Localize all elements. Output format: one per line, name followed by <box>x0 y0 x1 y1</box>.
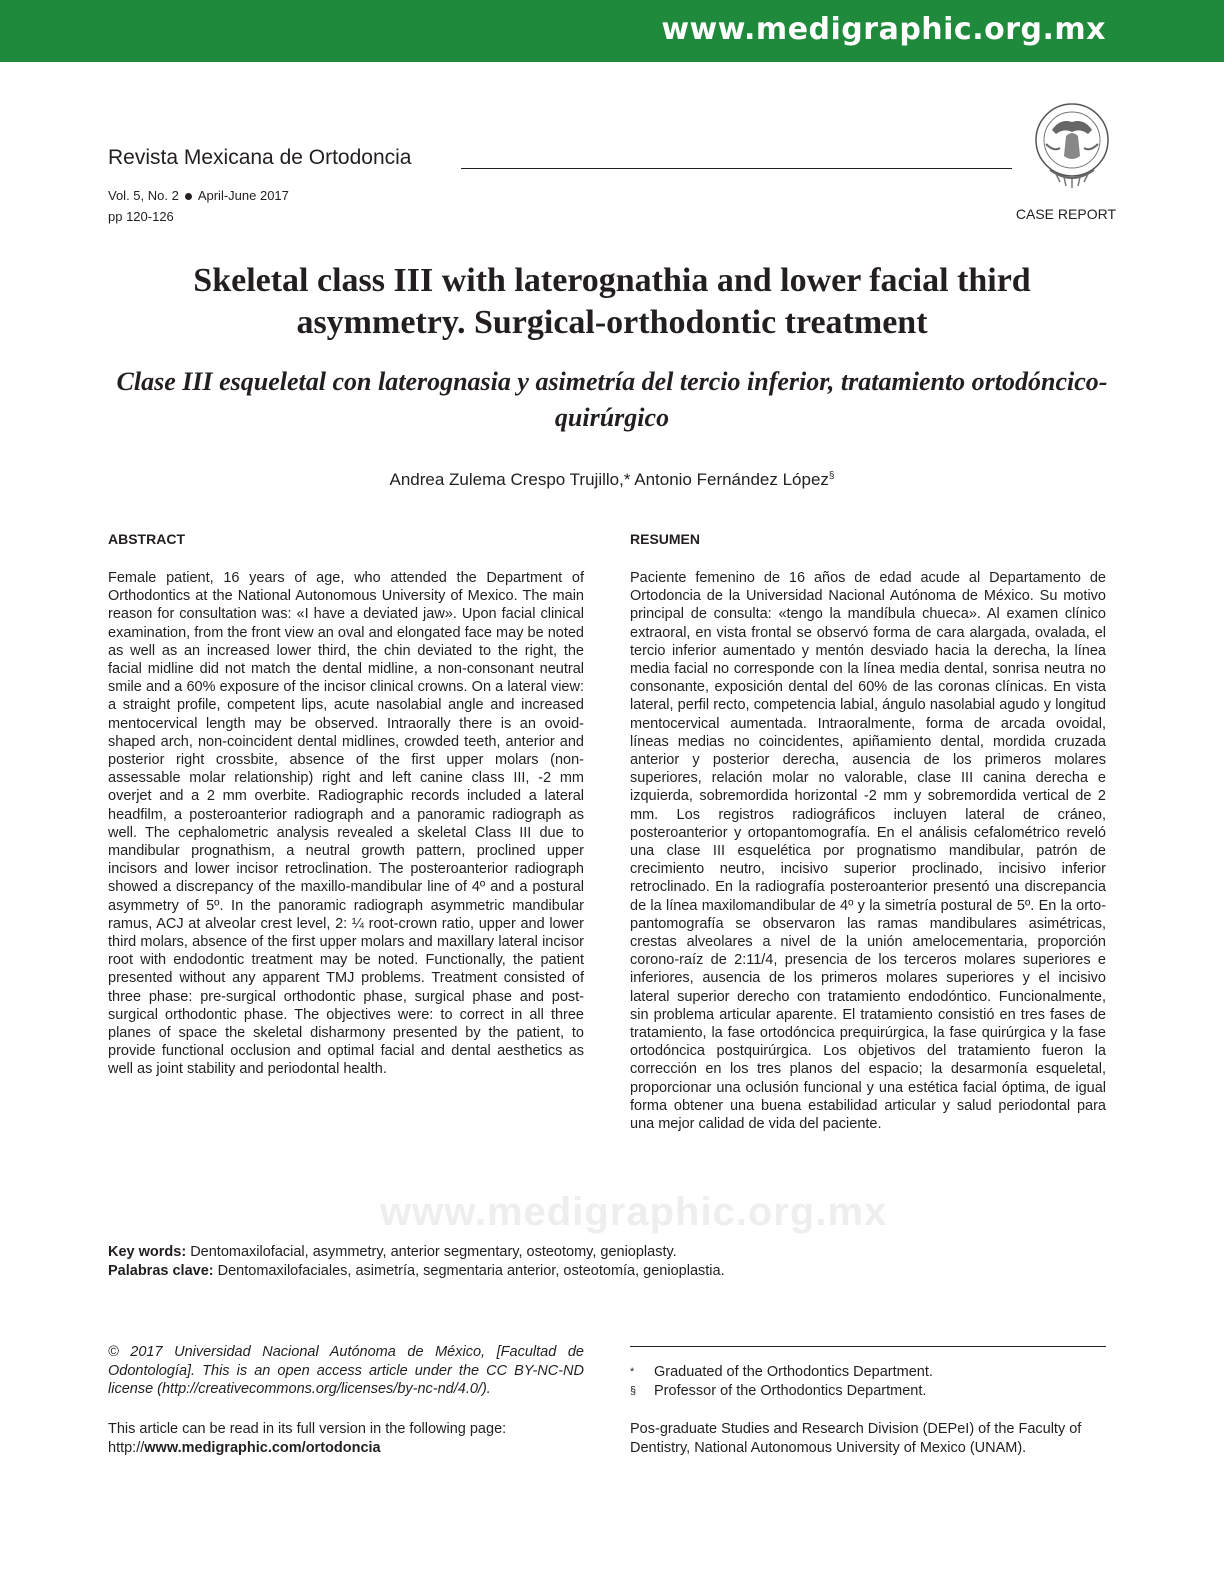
footnote-mark: § <box>630 1385 637 1397</box>
authors <box>110 470 1114 490</box>
issue-info <box>108 185 289 227</box>
article-title: Skeletal class III with laterognathia and lower facial third asymmetry. Surgical-orthodontic treatment <box>193 262 1031 341</box>
keywords-en: Dentomaxilofacial, asymmetry, anterior segmentary, osteotomy, genioplasty. <box>190 1244 677 1260</box>
author-names: Andrea Zulema Crespo Trujillo,* Antonio Fernández López <box>389 470 829 489</box>
fulltext-prefix: http:// <box>108 1439 145 1456</box>
unam-seal-icon <box>1030 100 1114 192</box>
top-banner <box>0 0 1224 62</box>
footnote <box>630 1363 933 1382</box>
footnote-mark: * <box>630 1366 635 1378</box>
footnote-rule <box>630 1346 1106 1347</box>
abstract-heading: ABSTRACT <box>108 531 185 547</box>
watermark: www.medigraphic.org.mx <box>380 1190 888 1234</box>
keywords-es: Dentomaxilofaciales, asimetría, segmentaria anterior, osteotomía, genioplastia. <box>217 1262 725 1279</box>
footnote-text: Graduated of the Orthodontics Department. <box>654 1364 933 1380</box>
bullet-icon <box>185 193 192 200</box>
resumen-heading: RESUMEN <box>630 531 701 547</box>
article-subtitle: Clase III esqueletal con laterognasia y asimetría del tercio inferior, tratamiento ortodóncico-quirúrgico <box>116 367 1108 432</box>
footnote-text: Professor of the Orthodontics Department. <box>654 1383 927 1399</box>
volume: Vol. 5, No. 2 <box>108 188 179 203</box>
author-mark: § <box>828 470 835 482</box>
footnotes <box>630 1363 933 1401</box>
pages: pp 120-126 <box>108 209 174 224</box>
fulltext-line: This article can be read in its full version in the following page: <box>108 1421 507 1437</box>
abstract-text: Female patient, 16 years of age, who attended the Department of Orthodontics at the National Autonomous University of Mexico. The main reason for consultation was: «I have a deviated jaw». Upon facial clinical examination, from the front view an oval and elongated face may be noted as well as an increased lower third, the chin deviated to the right, the facial midline did not match the dental midline, a non-consonant neutral smile and a 60% exposure of the incisor clinical crowns. On a lateral view: a straight profile, competent lips, acute nasolabial angle and increased mentocervical length may be observed. Intraorally there is an ovoid-shaped arch, non-coincident dental midlines, crowded teeth, anterior and posterior right crossbite, absence of the first upper molars (non-assessable molar relationship) right and left canine class III, -2 mm overjet and a 2 mm overbite. Radiographic records included a lateral headfilm, a posteroanterior radiograph and a panoramic radiograph as well. The cephalometric analysis revealed a skeletal Class III due to mandibular prognathism, a neutral growth pattern, proclined upper incisors and lower incisor retroclination. The posteroanterior radiograph showed a discrepancy of the maxillo-mandibular line of 4º and a postural asymmetry of 5º. In the panoramic radiograph asymmetric mandibular ramus, ACJ at alveolar crest level, 2: ¼ root-crown ratio, upper and lower third molars, absence of the first upper molars and maxillary lateral incisor root with endodontic treatment may be noted. Functionally, the patient presented without any apparent TMJ problems. Treatment consisted of three phase: pre-surgical orthodontic phase, surgical phase and post-surgical orthodontic phase. The objectives were: to correct in all three planes of space the skeletal disharmony presented by the patient, to provide functional occlusion and optimal facial and dental aesthetics as well as joint stability and periodontal health. <box>108 570 584 1078</box>
affiliation: Pos-graduate Studies and Research Division (DEPeI) of the Faculty of Dentistry, National Autonomous University of Mexico (UNAM). <box>630 1421 1082 1456</box>
issue-date: April-June 2017 <box>197 188 289 203</box>
copyright-notice: © 2017 Universidad Nacional Autónoma de México, [Facultad de Odontología]. This is an open access article under the CC BY-NC-ND license (http://creativecommons.org/licenses/by-nc-nd/4.0/). <box>108 1344 584 1397</box>
resumen-text: Paciente femenino de 16 años de edad acude al Departamento de Ortodoncia de la Universidad Nacional Autónoma de México. Su motivo principal de consulta: «tengo la mandíbula chueca». Al examen clínico extraoral, en vista frontal se observó forma de cara alargada, ovalada, el tercio inferior aumentado y mentón desviado hacia la derecha, la línea media facial no corresponde con la línea media dental, sonrisa neutra no consonante, exposición dental del 60% de las coronas clínicas. En vista lateral, perfil recto, competencia labial, ángulo nasolabial agudo y longitud mentocervical aumentada. Intraoralmente, forma de arcada ovoidal, líneas medias no coincidentes, apiñamiento dental, mordida cruzada anterior y posterior derecha, ausencia de los primeros molares superiores, relación molar no valorable, clase III canina derecha e izquierda, sobremordida horizontal -2 mm y sobremordida vertical de 2 mm. Los registros radiográficos incluyen lateral de cráneo, posteroanterior y ortopantomografía. En el análisis cefalométrico reveló una clase III esquelética por prognatismo mandibular, patrón de crecimiento neutro, incisivo superior proclinado, incisivo inferior retroclinado. En la radiografía posteroanterior presentó una discrepancia de la línea maxilomandibular de 4º y la simetría postural de 5º. En la ortopantomografía se observaron las ramas mandibulares asimétricas, crestas alveolares a nivel de la unión amelocementaria, proporción corono-raíz de 2:11/4, presencia de los terceros molares superiores e inferiores, ausencia de los primeros molares superiores y el incisivo lateral superior derecho con tratamiento endodóntico. Funcionalmente, sin problema articular aparente. El tratamiento consistió en tres fases de tratamiento, la fase ortodóncica prequirúrgica, la fase quirúrgica y la fase ortodóncica postquirúrgica. Los objetivos del tratamiento fueron la corrección en los tres planos del espacio; la desarmonía esqueletal, proporcionar una oclusión funcional y una estética facial óptima, de igual forma obtener una buena estabilidad articular y salud periodontal para una mejor calidad de vida del paciente. <box>630 570 1106 1133</box>
section-type: CASE REPORT <box>1015 206 1116 222</box>
keywords-label: Key words: <box>108 1244 187 1260</box>
journal-name: Revista Mexicana de Ortodoncia <box>108 146 412 169</box>
banner-url[interactable]: www.medigraphic.org.mx <box>661 12 1106 47</box>
keywords <box>108 1243 725 1280</box>
journal-rule <box>461 168 1012 169</box>
palabras-clave-label: Palabras clave: <box>108 1262 214 1279</box>
footnote <box>630 1382 933 1401</box>
fulltext-notice <box>108 1420 584 1457</box>
fulltext-link[interactable]: www.medigraphic.com/ortodoncia <box>144 1439 381 1456</box>
